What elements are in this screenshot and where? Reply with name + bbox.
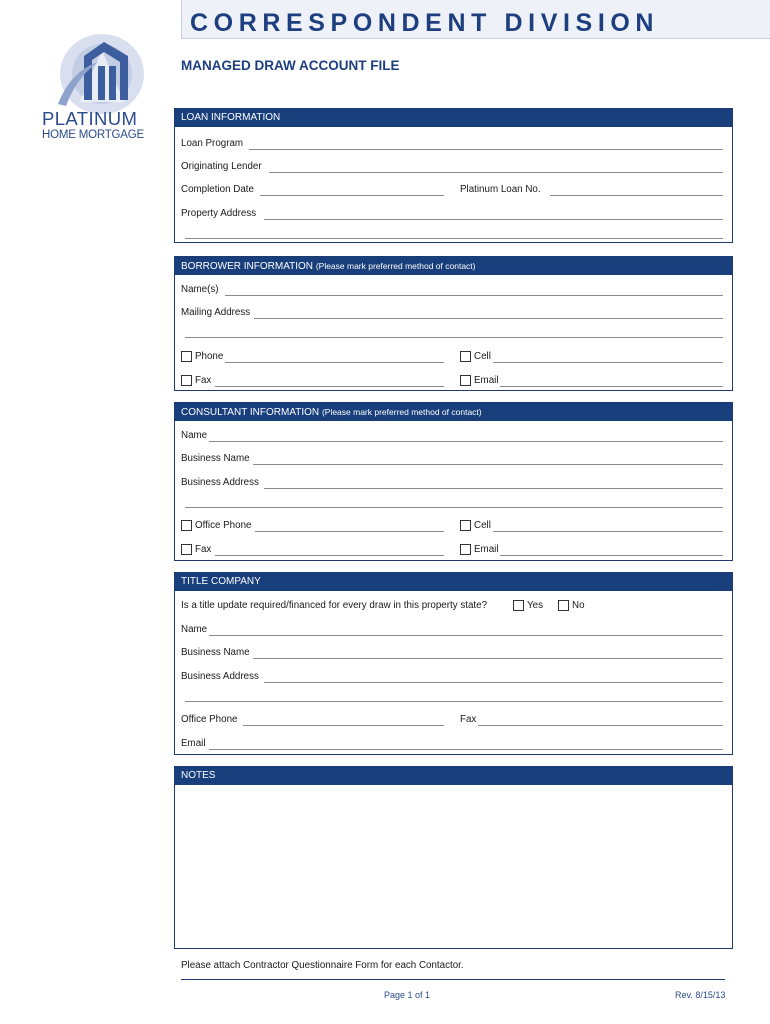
property-address-input[interactable] bbox=[264, 219, 723, 220]
section-title: LOAN INFORMATION bbox=[181, 112, 281, 123]
field-label: Name bbox=[181, 624, 208, 635]
consultant-office-phone-input[interactable] bbox=[255, 531, 444, 532]
question-label: Is a title update required/financed for every draw in this property state? bbox=[181, 600, 488, 611]
field-label: Property Address bbox=[181, 208, 257, 219]
consultant-business-address-input[interactable] bbox=[264, 488, 723, 489]
section-title: NOTES bbox=[181, 770, 216, 781]
title-fax-input[interactable] bbox=[478, 725, 723, 726]
field-label: Business Name bbox=[181, 647, 250, 658]
borrower-names-field[interactable] bbox=[181, 284, 723, 296]
borrower-phone-field[interactable] bbox=[181, 351, 444, 363]
consultant-business-address-line-2[interactable] bbox=[181, 496, 723, 508]
section-header bbox=[175, 109, 732, 127]
consultant-fax-field[interactable] bbox=[181, 544, 444, 556]
field-label: Business Address bbox=[181, 671, 259, 682]
office-phone-checkbox[interactable] bbox=[181, 520, 192, 531]
yes-checkbox[interactable] bbox=[513, 600, 524, 611]
title-office-phone-input[interactable] bbox=[243, 725, 444, 726]
field-label: Office Phone bbox=[181, 714, 238, 725]
completion-date-field[interactable] bbox=[181, 184, 444, 196]
title-business-address-field[interactable] bbox=[181, 671, 723, 683]
title-office-phone-field[interactable] bbox=[181, 714, 444, 726]
consultant-fax-input[interactable] bbox=[215, 555, 444, 556]
borrower-mailing-address-field[interactable] bbox=[181, 307, 723, 319]
fax-checkbox[interactable] bbox=[181, 375, 192, 386]
originating-lender-input[interactable] bbox=[269, 172, 723, 173]
phone-checkbox[interactable] bbox=[181, 351, 192, 362]
cell-checkbox[interactable] bbox=[460, 520, 471, 531]
yes-label: Yes bbox=[527, 600, 543, 611]
loan-program-field[interactable] bbox=[181, 138, 723, 150]
field-label: Email bbox=[474, 375, 499, 386]
borrower-fax-input[interactable] bbox=[215, 386, 444, 387]
field-label: Fax bbox=[460, 714, 477, 725]
property-address-input-2[interactable] bbox=[185, 238, 723, 239]
consultant-business-address-field[interactable] bbox=[181, 477, 723, 489]
field-label: Cell bbox=[474, 520, 491, 531]
section-note: (Please mark preferred method of contact) bbox=[321, 407, 482, 417]
loan-information-section bbox=[174, 108, 733, 243]
loan-program-input[interactable] bbox=[249, 149, 723, 150]
consultant-cell-input[interactable] bbox=[493, 531, 723, 532]
form-subtitle: MANAGED DRAW ACCOUNT FILE bbox=[181, 58, 400, 73]
field-label: Name(s) bbox=[181, 284, 219, 295]
consultant-information-section bbox=[174, 402, 733, 561]
consultant-business-name-input[interactable] bbox=[253, 464, 723, 465]
title-business-name-field[interactable] bbox=[181, 647, 723, 659]
property-address-line-2[interactable] bbox=[181, 227, 723, 239]
consultant-name-input[interactable] bbox=[209, 441, 723, 442]
field-label: Mailing Address bbox=[181, 307, 251, 318]
consultant-business-name-field[interactable] bbox=[181, 453, 723, 465]
title-business-name-input[interactable] bbox=[253, 658, 723, 659]
notes-section bbox=[174, 766, 733, 949]
field-label: Completion Date bbox=[181, 184, 254, 195]
logo-wordmark: PLATINUM bbox=[42, 108, 138, 129]
consultant-email-field[interactable] bbox=[460, 544, 723, 556]
section-title: TITLE COMPANY bbox=[181, 576, 261, 587]
title-business-address-input[interactable] bbox=[264, 682, 723, 683]
section-header bbox=[175, 573, 732, 591]
originating-lender-field[interactable] bbox=[181, 161, 723, 173]
banner bbox=[181, 0, 770, 39]
title-email-field[interactable] bbox=[181, 738, 723, 750]
section-header bbox=[175, 767, 732, 785]
borrower-email-field[interactable] bbox=[460, 375, 723, 387]
title-name-input[interactable] bbox=[209, 635, 723, 636]
platinum-loan-no-field[interactable] bbox=[460, 184, 723, 196]
title-company-section bbox=[174, 572, 733, 755]
email-checkbox[interactable] bbox=[460, 375, 471, 386]
title-update-question bbox=[181, 600, 723, 612]
borrower-fax-field[interactable] bbox=[181, 375, 444, 387]
field-label: Name bbox=[181, 430, 208, 441]
title-fax-field[interactable] bbox=[460, 714, 723, 726]
property-address-field[interactable] bbox=[181, 208, 723, 220]
revision-date: Rev. 8/15/13 bbox=[675, 990, 726, 1000]
section-header bbox=[175, 257, 732, 275]
email-checkbox[interactable] bbox=[460, 544, 471, 555]
cell-checkbox[interactable] bbox=[460, 351, 471, 362]
borrower-cell-field[interactable] bbox=[460, 351, 723, 363]
title-business-address-input-2[interactable] bbox=[185, 701, 723, 702]
footer-divider bbox=[181, 979, 725, 980]
page-number: Page 1 of 1 bbox=[384, 990, 431, 1000]
title-name-field[interactable] bbox=[181, 624, 723, 636]
field-label: Email bbox=[474, 544, 499, 555]
borrower-information-section bbox=[174, 256, 733, 391]
field-label: Originating Lender bbox=[181, 161, 262, 172]
borrower-mailing-address-line-2[interactable] bbox=[181, 326, 723, 338]
platinum-loan-no-input[interactable] bbox=[550, 195, 723, 196]
consultant-office-phone-field[interactable] bbox=[181, 520, 444, 532]
consultant-email-input[interactable] bbox=[500, 555, 723, 556]
notes-textarea[interactable] bbox=[175, 786, 732, 948]
field-label: Office Phone bbox=[195, 520, 252, 531]
banner-title: CORRESPONDENT DIVISION bbox=[190, 9, 660, 37]
field-label: Email bbox=[181, 738, 206, 749]
field-label: Platinum Loan No. bbox=[460, 184, 541, 195]
borrower-mailing-address-input-2[interactable] bbox=[185, 337, 723, 338]
consultant-name-field[interactable] bbox=[181, 430, 723, 442]
field-label: Business Address bbox=[181, 477, 259, 488]
logo-subtitle: HOME MORTGAGE bbox=[42, 129, 144, 141]
borrower-cell-input[interactable] bbox=[493, 362, 723, 363]
field-label: Fax bbox=[195, 544, 212, 555]
field-label: Loan Program bbox=[181, 138, 244, 149]
completion-date-input[interactable] bbox=[260, 195, 444, 196]
attach-note: Please attach Contractor Questionnaire Form for each Contactor. bbox=[181, 960, 464, 971]
no-label: No bbox=[572, 600, 585, 611]
section-header bbox=[175, 403, 732, 421]
section-title: CONSULTANT INFORMATION bbox=[181, 407, 320, 418]
borrower-names-input[interactable] bbox=[225, 295, 723, 296]
borrower-mailing-address-input[interactable] bbox=[254, 318, 723, 319]
section-title: BORROWER INFORMATION bbox=[181, 261, 314, 272]
field-label: Phone bbox=[195, 351, 224, 362]
field-label: Fax bbox=[195, 375, 212, 386]
no-checkbox[interactable] bbox=[558, 600, 569, 611]
consultant-cell-field[interactable] bbox=[460, 520, 723, 532]
fax-checkbox[interactable] bbox=[181, 544, 192, 555]
borrower-phone-input[interactable] bbox=[225, 362, 444, 363]
section-note: (Please mark preferred method of contact) bbox=[315, 261, 476, 271]
borrower-email-input[interactable] bbox=[500, 386, 723, 387]
field-label: Cell bbox=[474, 351, 491, 362]
title-email-input[interactable] bbox=[209, 749, 723, 750]
title-business-address-line-2[interactable] bbox=[181, 690, 723, 702]
field-label: Business Name bbox=[181, 453, 250, 464]
consultant-business-address-input-2[interactable] bbox=[185, 507, 723, 508]
